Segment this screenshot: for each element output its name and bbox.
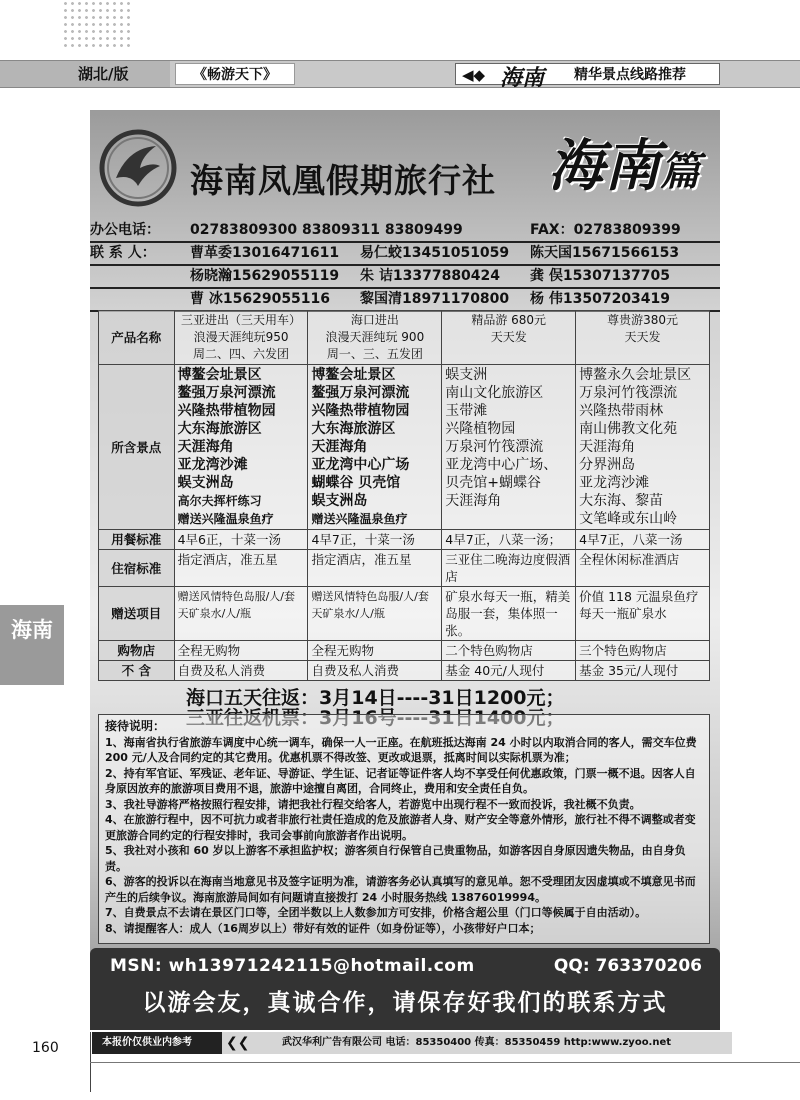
contact-block xyxy=(90,220,720,312)
row-label: 住宿标准 xyxy=(99,550,175,587)
contact-person-row-1 xyxy=(90,243,720,266)
product-cell: 三亚进出（三天用车） 浪漫天涯纯玩950 周二、四、六发团 xyxy=(174,311,308,365)
header-hainan-title: 海南 xyxy=(500,65,545,91)
exclude-row xyxy=(99,661,710,681)
exclude-cell: 基金 35元/人现付 xyxy=(576,661,710,681)
meal-row xyxy=(99,530,710,550)
contact-person: 曹 冰15629055116 xyxy=(190,291,331,307)
region-label: 湖北/版 xyxy=(0,61,170,87)
contact-person: 龚 俣15307137705 xyxy=(530,268,671,284)
contact-person: 杨 伟13507203419 xyxy=(530,291,671,307)
contact-person: 黎国清18971170800 xyxy=(360,291,510,307)
contact-person-label: 联 系 人： xyxy=(90,245,156,261)
contact-person: 陈天国15671566153 xyxy=(530,245,680,261)
contact-person: 曹革委13016471611 xyxy=(190,245,340,261)
row-label: 用餐标准 xyxy=(99,530,175,550)
note-item: 1、海南省执行省旅游车调度中心统一调车，确保一人一正座。在航班抵达海南 24 小时以内取消合同的客人，需交车位费 200 元/人及合同约定的其它费用。优惠机票不得改签、更改或退票，抵离时间以实际机票为准； xyxy=(105,735,697,764)
spots-cell: 博鳌会址景区 鳌强万泉河漂流 兴隆热带植物园 大东海旅游区 天涯海角 亚龙湾中心广场 蝴蝶谷 贝壳馆 蜈支洲岛 赠送兴隆温泉鱼疗 xyxy=(308,365,442,530)
tour-product-table xyxy=(98,310,710,681)
slogan-text: 以游会友，真诚合作，请保存好我们的联系方式 xyxy=(142,989,668,1016)
contact-person: 朱 诘13377880424 xyxy=(360,268,501,284)
contact-person: 易仁蛟13451051059 xyxy=(360,245,510,261)
note-item: 7、自费景点不去请在景区门口等，全团半数以上人数参加方可安排，价格含超公里（门口等候属于自由活动）。 xyxy=(105,906,647,919)
qq-contact: QQ: 763370206 xyxy=(553,956,702,976)
ad-poster xyxy=(90,110,720,1030)
dot-pattern-decoration xyxy=(62,0,132,48)
hotel-cell: 三亚住二晚海边度假酒店 xyxy=(442,550,576,587)
office-phone-label: 办公电话： xyxy=(90,222,160,238)
side-tab: 海南 xyxy=(0,605,64,685)
row-label: 购物店 xyxy=(99,641,175,661)
agency-name: 海南凤凰假期旅行社 xyxy=(190,161,496,200)
page-number: 160 xyxy=(32,1040,59,1056)
shop-cell: 全程无购物 xyxy=(174,641,308,661)
header-feature-box xyxy=(455,63,720,91)
row-label: 所含景点 xyxy=(99,365,175,530)
note-item: 6、游客的投诉以在海南当地意见书及签字证明为准，请游客务必认真填写的意见单。恕不受理团友因虚填或不填意见书而产生的后续争议。海南旅游局间如有问题请直接拨打 24 小时服务热线 13876019994。 xyxy=(105,875,696,904)
phoenix-logo-icon xyxy=(98,128,178,208)
contact-person: 杨晓瀚15629055119 xyxy=(190,268,340,284)
spots-cell: 博鳌会址景区 鳌强万泉河漂流 兴隆热带植物园 大东海旅游区 天涯海角 亚龙湾沙滩 蜈支洲岛 高尔夫挥杆练习 赠送兴隆温泉鱼疗 xyxy=(174,365,308,530)
chevron-icon: ◀◆ xyxy=(462,66,486,84)
footer-rule xyxy=(90,1062,800,1063)
header-bar xyxy=(0,60,800,91)
note-item: 8、请提醒客人：成人（16周岁以上）带好有效的证件（如身份证等），小孩带好户口本； xyxy=(105,921,541,935)
gift-row xyxy=(99,587,710,641)
hotel-cell: 指定酒店，准五星 xyxy=(308,550,442,587)
product-cell: 海口进出 浪漫天涯纯玩 900 周一、三、五发团 xyxy=(308,311,442,365)
reception-notes xyxy=(98,714,710,944)
note-item: 4、在旅游行程中，因不可抗力或者非旅行社责任造成的危及旅游者人身、财产安全等意外情形，旅行社不得不调整或者变更旅游合同约定的行程安排时，我司会事前向旅游者作出说明。 xyxy=(105,813,696,842)
exclude-cell: 基金 40元/人现付 xyxy=(442,661,576,681)
hotel-cell: 全程休闲标准酒店 xyxy=(576,550,710,587)
hotel-row xyxy=(99,550,710,587)
office-phone-row xyxy=(90,220,720,243)
gift-cell: 矿泉水每天一瓶，精美岛服一套，集体照一张。 xyxy=(442,587,576,641)
header-recommend-text: 精华景点线路推荐 xyxy=(574,67,686,83)
double-chevron-icon: ❮❮ xyxy=(226,1035,250,1051)
gift-cell: 价值 118 元温泉鱼疗每天一瓶矿泉水 xyxy=(576,587,710,641)
hainan-title-text: 海南 xyxy=(548,133,660,199)
shop-cell: 全程无购物 xyxy=(308,641,442,661)
contact-person-row-2 xyxy=(90,266,720,289)
msn-contact: MSN: wh13971242115@hotmail.com xyxy=(110,956,475,976)
note-item: 3、我社导游将严格按照行程安排，请把我社行程交给客人，若游览中出现行程不一致而投诉，我社概不负责。 xyxy=(105,797,641,811)
row-label: 产品名称 xyxy=(99,311,175,365)
hainan-title-suffix: 篇 xyxy=(660,148,700,195)
exclude-cell: 自费及私人消费 xyxy=(308,661,442,681)
meal-cell: 4早7正，八菜一汤 xyxy=(576,530,710,550)
product-name-row xyxy=(99,311,710,365)
hotel-cell: 指定酒店，准五星 xyxy=(174,550,308,587)
column-title: 《畅游天下》 xyxy=(175,63,295,85)
hainan-chapter-title xyxy=(548,122,700,202)
spots-row xyxy=(99,365,710,530)
meal-cell: 4早7正，十菜一汤 xyxy=(308,530,442,550)
office-phone-numbers: 02783809300 83809311 83809499 xyxy=(190,222,463,238)
product-cell: 精品游 680元 天天发 xyxy=(442,311,576,365)
price-line-haikou: 海口五天往返：3月14日----31日1200元； xyxy=(186,687,565,709)
row-label: 赠送项目 xyxy=(99,587,175,641)
publisher-info: 武汉华利广告有限公司 电话：85350400 传真：85350459 http:www.zyoo.net xyxy=(282,1037,672,1048)
exclude-cell: 自费及私人消费 xyxy=(174,661,308,681)
shop-row xyxy=(99,641,710,661)
notes-title: 接待说明： xyxy=(105,719,166,733)
footer-bar xyxy=(92,1032,732,1054)
shop-cell: 三个特色购物店 xyxy=(576,641,710,661)
disclaimer: 本报价仅供业内参考 xyxy=(92,1032,222,1054)
note-item: 2、持有军官证、军残证、老年证、导游证、学生证、记者证等证件客人均不享受任何优惠政策，门票一概不退。因客人自身原因放弃的旅游项目费用不退，旅游中途擅自离团，合同终止，费用和安全责任自负。 xyxy=(105,766,696,795)
spots-cell: 蜈支洲 南山文化旅游区 玉带滩 兴隆植物园 万泉河竹筏漂流 亚龙湾中心广场、 贝壳馆+蝴蝶谷 天涯海角 xyxy=(442,365,576,530)
meal-cell: 4早7正，八菜一汤； xyxy=(442,530,576,550)
spots-cell: 博鳌永久会址景区 万泉河竹筏漂流 兴隆热带雨林 南山佛教文化苑 天涯海角 分界洲岛 亚龙湾沙滩 大东海、黎苗 文笔峰或东山岭 xyxy=(576,365,710,530)
shop-cell: 二个特色购物店 xyxy=(442,641,576,661)
gift-cell: 赠送风情特色岛服/人/套 天矿泉水/人/瓶 xyxy=(308,587,442,641)
price-line-sanya: 三亚往返机票：3月16号----31日1400元； xyxy=(186,707,565,729)
contact-band xyxy=(90,948,720,1030)
row-label: 不 含 xyxy=(99,661,175,681)
meal-cell: 4早6正，十菜一汤 xyxy=(174,530,308,550)
product-cell: 尊贵游380元 天天发 xyxy=(576,311,710,365)
contact-person-row-3 xyxy=(90,289,720,312)
gift-cell: 赠送风情特色岛服/人/套 天矿泉水/人/瓶 xyxy=(174,587,308,641)
note-item: 5、我社对小孩和 60 岁以上游客不承担监护权；游客须自行保管自己贵重物品，如游客因自身原因遗失物品，由自身负责。 xyxy=(105,844,686,873)
fax-number: FAX：02783809399 xyxy=(530,222,681,238)
